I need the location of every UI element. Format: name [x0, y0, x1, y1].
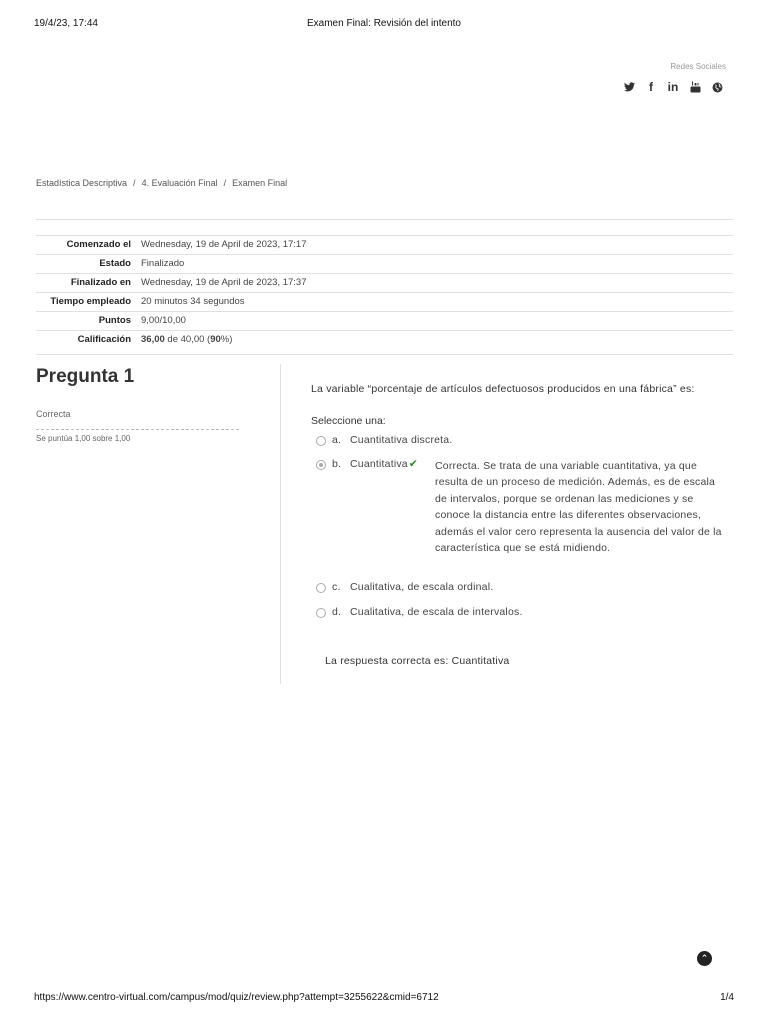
grade-end: %) [220, 334, 233, 345]
globe-icon[interactable] [710, 80, 724, 94]
print-url: https://www.centro-virtual.com/campus/mod/quiz/review.php?attempt=3255622&cmid=6712 [34, 992, 439, 1003]
question-state: Correcta [36, 409, 71, 419]
print-page-title: Examen Final: Revisión del intento [307, 18, 461, 29]
grade-total: de 40,00 ( [164, 334, 211, 345]
option-text: Cualitativa, de escala de intervalos. [350, 606, 523, 618]
radio-button[interactable] [316, 583, 326, 593]
breadcrumb [36, 178, 287, 188]
option-letter: a. [332, 434, 342, 446]
option-text: Cuantitativa discreta. [350, 434, 453, 446]
social-icons [622, 80, 724, 94]
table-row [36, 331, 733, 350]
back-to-top-button[interactable] [697, 951, 712, 966]
attempt-summary-table [36, 235, 733, 349]
option-text: Cualitativa, de escala ordinal. [350, 581, 494, 593]
summary-label: Finalizado en [36, 274, 137, 293]
right-answer: La respuesta correcta es: Cuantitativa [325, 655, 510, 667]
table-row [36, 255, 733, 274]
check-icon: ✔ [408, 458, 418, 470]
breadcrumb-item-section[interactable]: 4. Evaluación Final [141, 178, 218, 188]
grade-percent: 90 [210, 334, 221, 345]
question-column-divider [280, 364, 281, 684]
answer-option-b[interactable] [316, 458, 418, 470]
summary-value: 9,00/10,00 [137, 312, 733, 331]
summary-value: 20 minutos 34 segundos [137, 293, 733, 312]
answer-option-a[interactable] [316, 434, 452, 446]
youtube-icon[interactable] [688, 80, 702, 94]
facebook-icon[interactable]: f [649, 80, 653, 94]
chevron-up-icon: ⌃ [700, 953, 709, 963]
breadcrumb-separator: / [223, 178, 227, 188]
summary-label: Puntos [36, 312, 137, 331]
print-page-number: 1/4 [720, 992, 734, 1003]
breadcrumb-item-quiz[interactable]: Examen Final [232, 178, 288, 188]
summary-label: Comenzado el [36, 236, 137, 255]
table-row [36, 274, 733, 293]
summary-value: Wednesday, 19 de April de 2023, 17:37 [137, 274, 733, 293]
summary-value: Wednesday, 19 de April de 2023, 17:17 [137, 236, 733, 255]
question-info-divider [36, 429, 239, 430]
summary-value: Finalizado [137, 255, 733, 274]
print-datetime: 19/4/23, 17:44 [34, 18, 98, 29]
question-grade: Se puntúa 1,00 sobre 1,00 [36, 434, 131, 443]
linkedin-icon[interactable]: in [667, 80, 679, 94]
question-text: La variable “porcentaje de artículos defectuosos producidos en una fábrica” es: [311, 383, 695, 395]
answer-prompt: Seleccione una: [311, 415, 386, 427]
answer-feedback: Correcta. Se trata de una variable cuantitativa, ya que resulta de un proceso de medición. Además, es de escala de intervalos, porque se ordenan las mediciones y se conoce la distancia entre las diferentes observaciones, además el valor cero representa la ausencia del valor de la característica que se está midiendo. [435, 460, 722, 555]
option-text: Cuantitativa [350, 458, 408, 470]
summary-label: Tiempo empleado [36, 293, 137, 312]
answer-option-c[interactable] [316, 581, 493, 593]
radio-button-selected[interactable] [316, 460, 326, 470]
table-row [36, 236, 733, 255]
divider [36, 354, 733, 355]
summary-value [137, 331, 733, 350]
radio-button[interactable] [316, 608, 326, 618]
radio-button[interactable] [316, 436, 326, 446]
summary-label: Estado [36, 255, 137, 274]
table-row [36, 293, 733, 312]
option-letter: d. [332, 606, 342, 618]
question-title: Pregunta 1 [36, 366, 135, 387]
table-row [36, 312, 733, 331]
option-letter: c. [332, 581, 341, 593]
option-letter: b. [332, 458, 342, 470]
summary-label: Calificación [36, 331, 137, 350]
divider [36, 219, 733, 220]
twitter-icon[interactable] [622, 80, 636, 94]
social-label: Redes Sociales [670, 62, 726, 71]
breadcrumb-item-course[interactable]: Estadística Descriptiva [36, 178, 128, 188]
grade-score: 36,00 [141, 334, 165, 345]
answer-option-d[interactable] [316, 606, 523, 618]
breadcrumb-separator: / [133, 178, 136, 188]
